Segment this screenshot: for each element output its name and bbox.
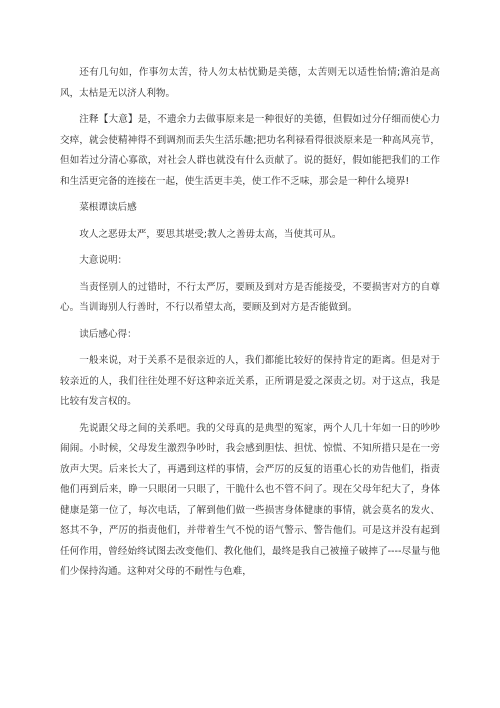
- paragraph-reflection-1: 一般来说，对于关系不是很亲近的人，我们都能比较好的保持肯定的距离。但是对于较亲近的人，我们往往处理不好这种亲近关系，正所谓是爱之深责之切。对于这点，我是比较有发言权的。: [60, 355, 440, 407]
- paragraph-1: 还有几句如，作事勿太苦，待人勿太枯忧勤是美德，太苦则无以适性怡情;澹泊是高风，太枯是无以济人利物。: [60, 67, 440, 99]
- reflection-heading: 读后感心得：: [79, 328, 137, 340]
- meaning-heading: 大意说明：: [79, 255, 128, 266]
- paragraph-reflection-2: 先说跟父母之间的关系吧。我的父母真的是典型的冤家，两个人几十年如一日的吵吵闹闹。小时候，父母发生激烈争吵时，我会感到胆怯、担忧、惊慌、不知所措只是在一旁放声大哭。后来长大了，再遇到这样的事情，会严厉的反复的语重心长的劝告他们，指责他们再到后来，睁一只眼闭一只眼了，干脆什么也不管不问了。现在父母年纪大了，身体健康是第一位了，每次电话，了解到他们做一些损害身体健康的事情，就会莫名的发火、怒其不争，严厉的指责他们，并带着生气不悦的语气警示、警告他们。可是这并没有起到任何作用，曾经始终试图去改变他们、教化他们，最终是我自己被撞子破摔了----尽量与他们少保持沟通。这种对父母的不耐性与色难，: [60, 422, 440, 577]
- paragraph-2: 注释【大意】是，不遗余力去做事原来是一种很好的美德，但假如过分仔细而使心力交瘁，就会使精神得不到调剂而丢失生活乐趣;把功名利禄看得很淡原来是一种高风亮节，但如若过分清心寡欲，对社会人群也就没有什么贡献了。说的挺好，假如能把我们的工作和生活更完备的连接在一起，使生活更丰美，使工作不乏味，那会是一种什么境界!: [60, 114, 440, 187]
- paragraph-quote: 攻人之恶毋太严，要思其堪受;教人之善毋太高，当使其可从。: [79, 228, 342, 240]
- document-body: [60, 63, 440, 587]
- section-title: 菜根谭读后感: [79, 202, 137, 213]
- paragraph-meaning: 当责怪别人的过错时，不行太严厉，要顾及到对方是否能接受，不要损害对方的自尊心。当训诲别人行善时，不行以希望太高，要顾及到对方是否能做到。: [60, 281, 440, 313]
